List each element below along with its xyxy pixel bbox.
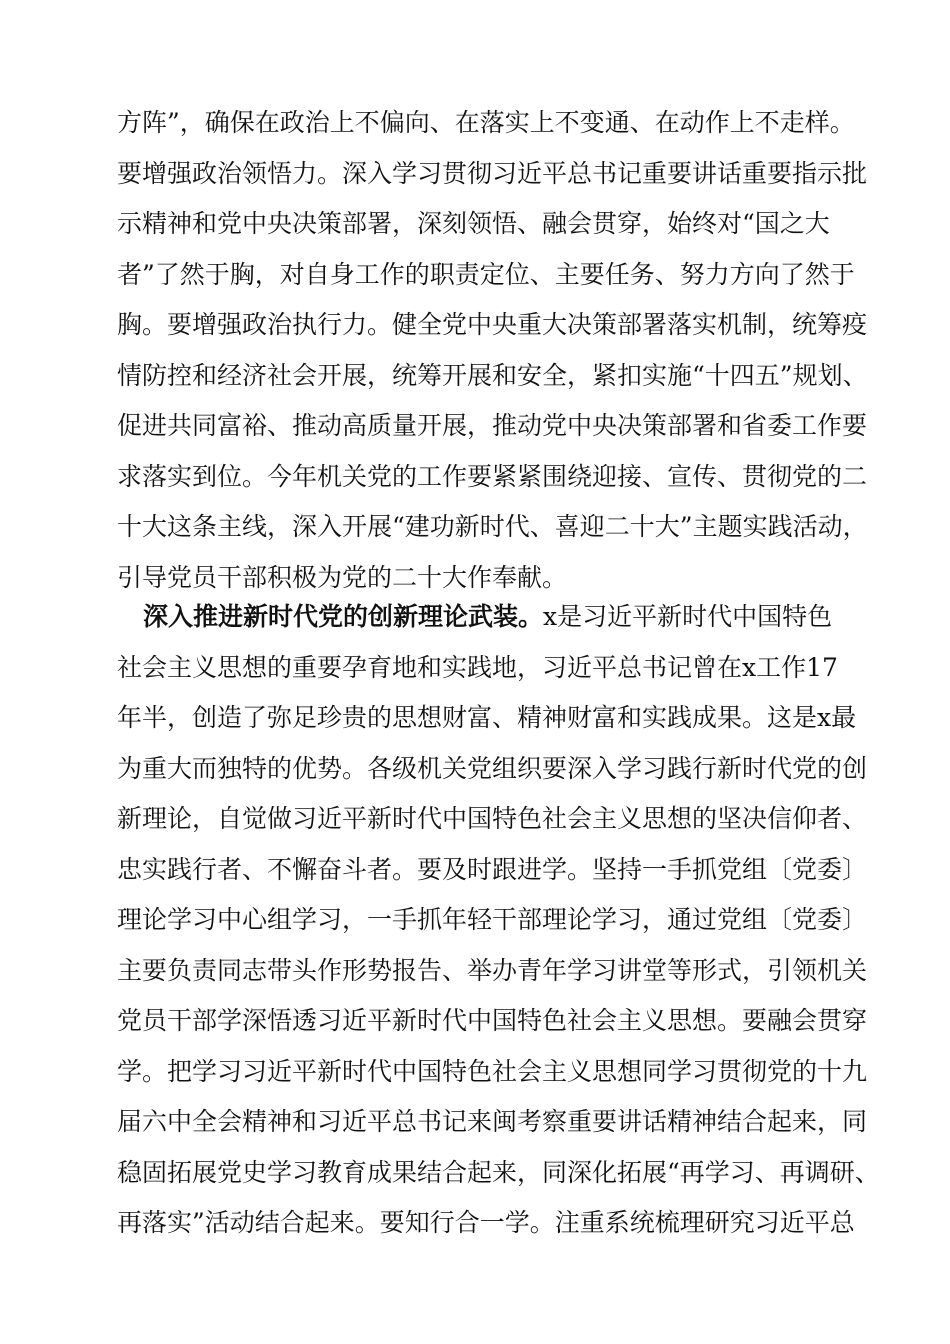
paragraph-political-capacity	[117, 98, 887, 603]
paragraph-first-line	[117, 592, 887, 643]
text-line: 求落实到位。今年机关党的工作要紧紧围绕迎接、宣传、贯彻党的二	[117, 461, 868, 491]
text-line: 情防控和经济社会开展，统筹开展和安全，紧扣实施“十四五”规划、	[117, 360, 868, 390]
text-line: 年半，创造了弥足珍贵的思想财富、精神财富和实践成果。这是x最	[117, 703, 857, 732]
text-line: 胸。要增强政治执行力。健全党中央重大决策部署落实机制，统筹疫	[117, 310, 868, 339]
paragraph-first-line-text: x是习近平新时代中国特色	[543, 602, 833, 631]
text-line: 主要负责同志带头作形势报告、举办青年学习讲堂等形式，引领机关	[117, 955, 868, 985]
text-line: 为重大而独特的优势。各级机关党组织要深入学习践行新时代党的创	[117, 753, 868, 783]
text-line: 届六中全会精神和习近平总书记来闽考察重要讲话精神结合起来，同	[117, 1107, 868, 1136]
text-line: 者”了然于胸，对自身工作的职责定位、主要任务、努力方向了然于	[117, 259, 855, 289]
text-line: 忠实践行者、不懈奋斗者。要及时跟进学。坚持一手抓党组〔党委〕	[117, 854, 868, 884]
text-line: 再落实”活动结合起来。要知行合一学。注重系统梳理研究习近平总	[117, 1208, 855, 1237]
text-line: 稳固拓展党史学习教育成果结合起来，同深化拓展“再学习、再调研、	[117, 1157, 880, 1187]
paragraph-theory-arming	[117, 592, 887, 1249]
text-line: 方阵”，确保在政治上不偏向、在落实上不变通、在动作上不走样。	[117, 108, 855, 137]
text-line: 理论学习中心组学习，一手抓年轻干部理论学习，通过党组〔党委〕	[117, 905, 868, 934]
text-line: 党员干部学深悟透习近平新时代中国特色社会主义思想。要融会贯穿	[117, 1006, 868, 1035]
paragraph-lead-heading: 深入推进新时代党的创新理论武装。	[143, 602, 544, 631]
text-line: 示精神和党中央决策部署，深刻领悟、融会贯穿，始终对“国之大	[117, 209, 830, 238]
text-line: 学。把学习习近平新时代中国特色社会主义思想同学习贯彻党的十九	[117, 1056, 868, 1086]
text-line: 促进共同富裕、推动高质量开展，推动党中央决策部署和省委工作要	[117, 411, 868, 440]
text-line: 十大这条主线，深入开展“建功新时代、喜迎二十大”主题实践活动，	[117, 512, 868, 541]
text-line: 要增强政治领悟力。深入学习贯彻习近平总书记重要讲话重要指示批	[117, 158, 868, 188]
text-line: 社会主义思想的重要孕育地和实践地，习近平总书记曾在x工作17	[117, 652, 838, 682]
text-line: 引导党员干部积极为党的二十大作奉献。	[117, 562, 568, 592]
text-line: 新理论，自觉做习近平新时代中国特色社会主义思想的坚决信仰者、	[117, 804, 868, 833]
